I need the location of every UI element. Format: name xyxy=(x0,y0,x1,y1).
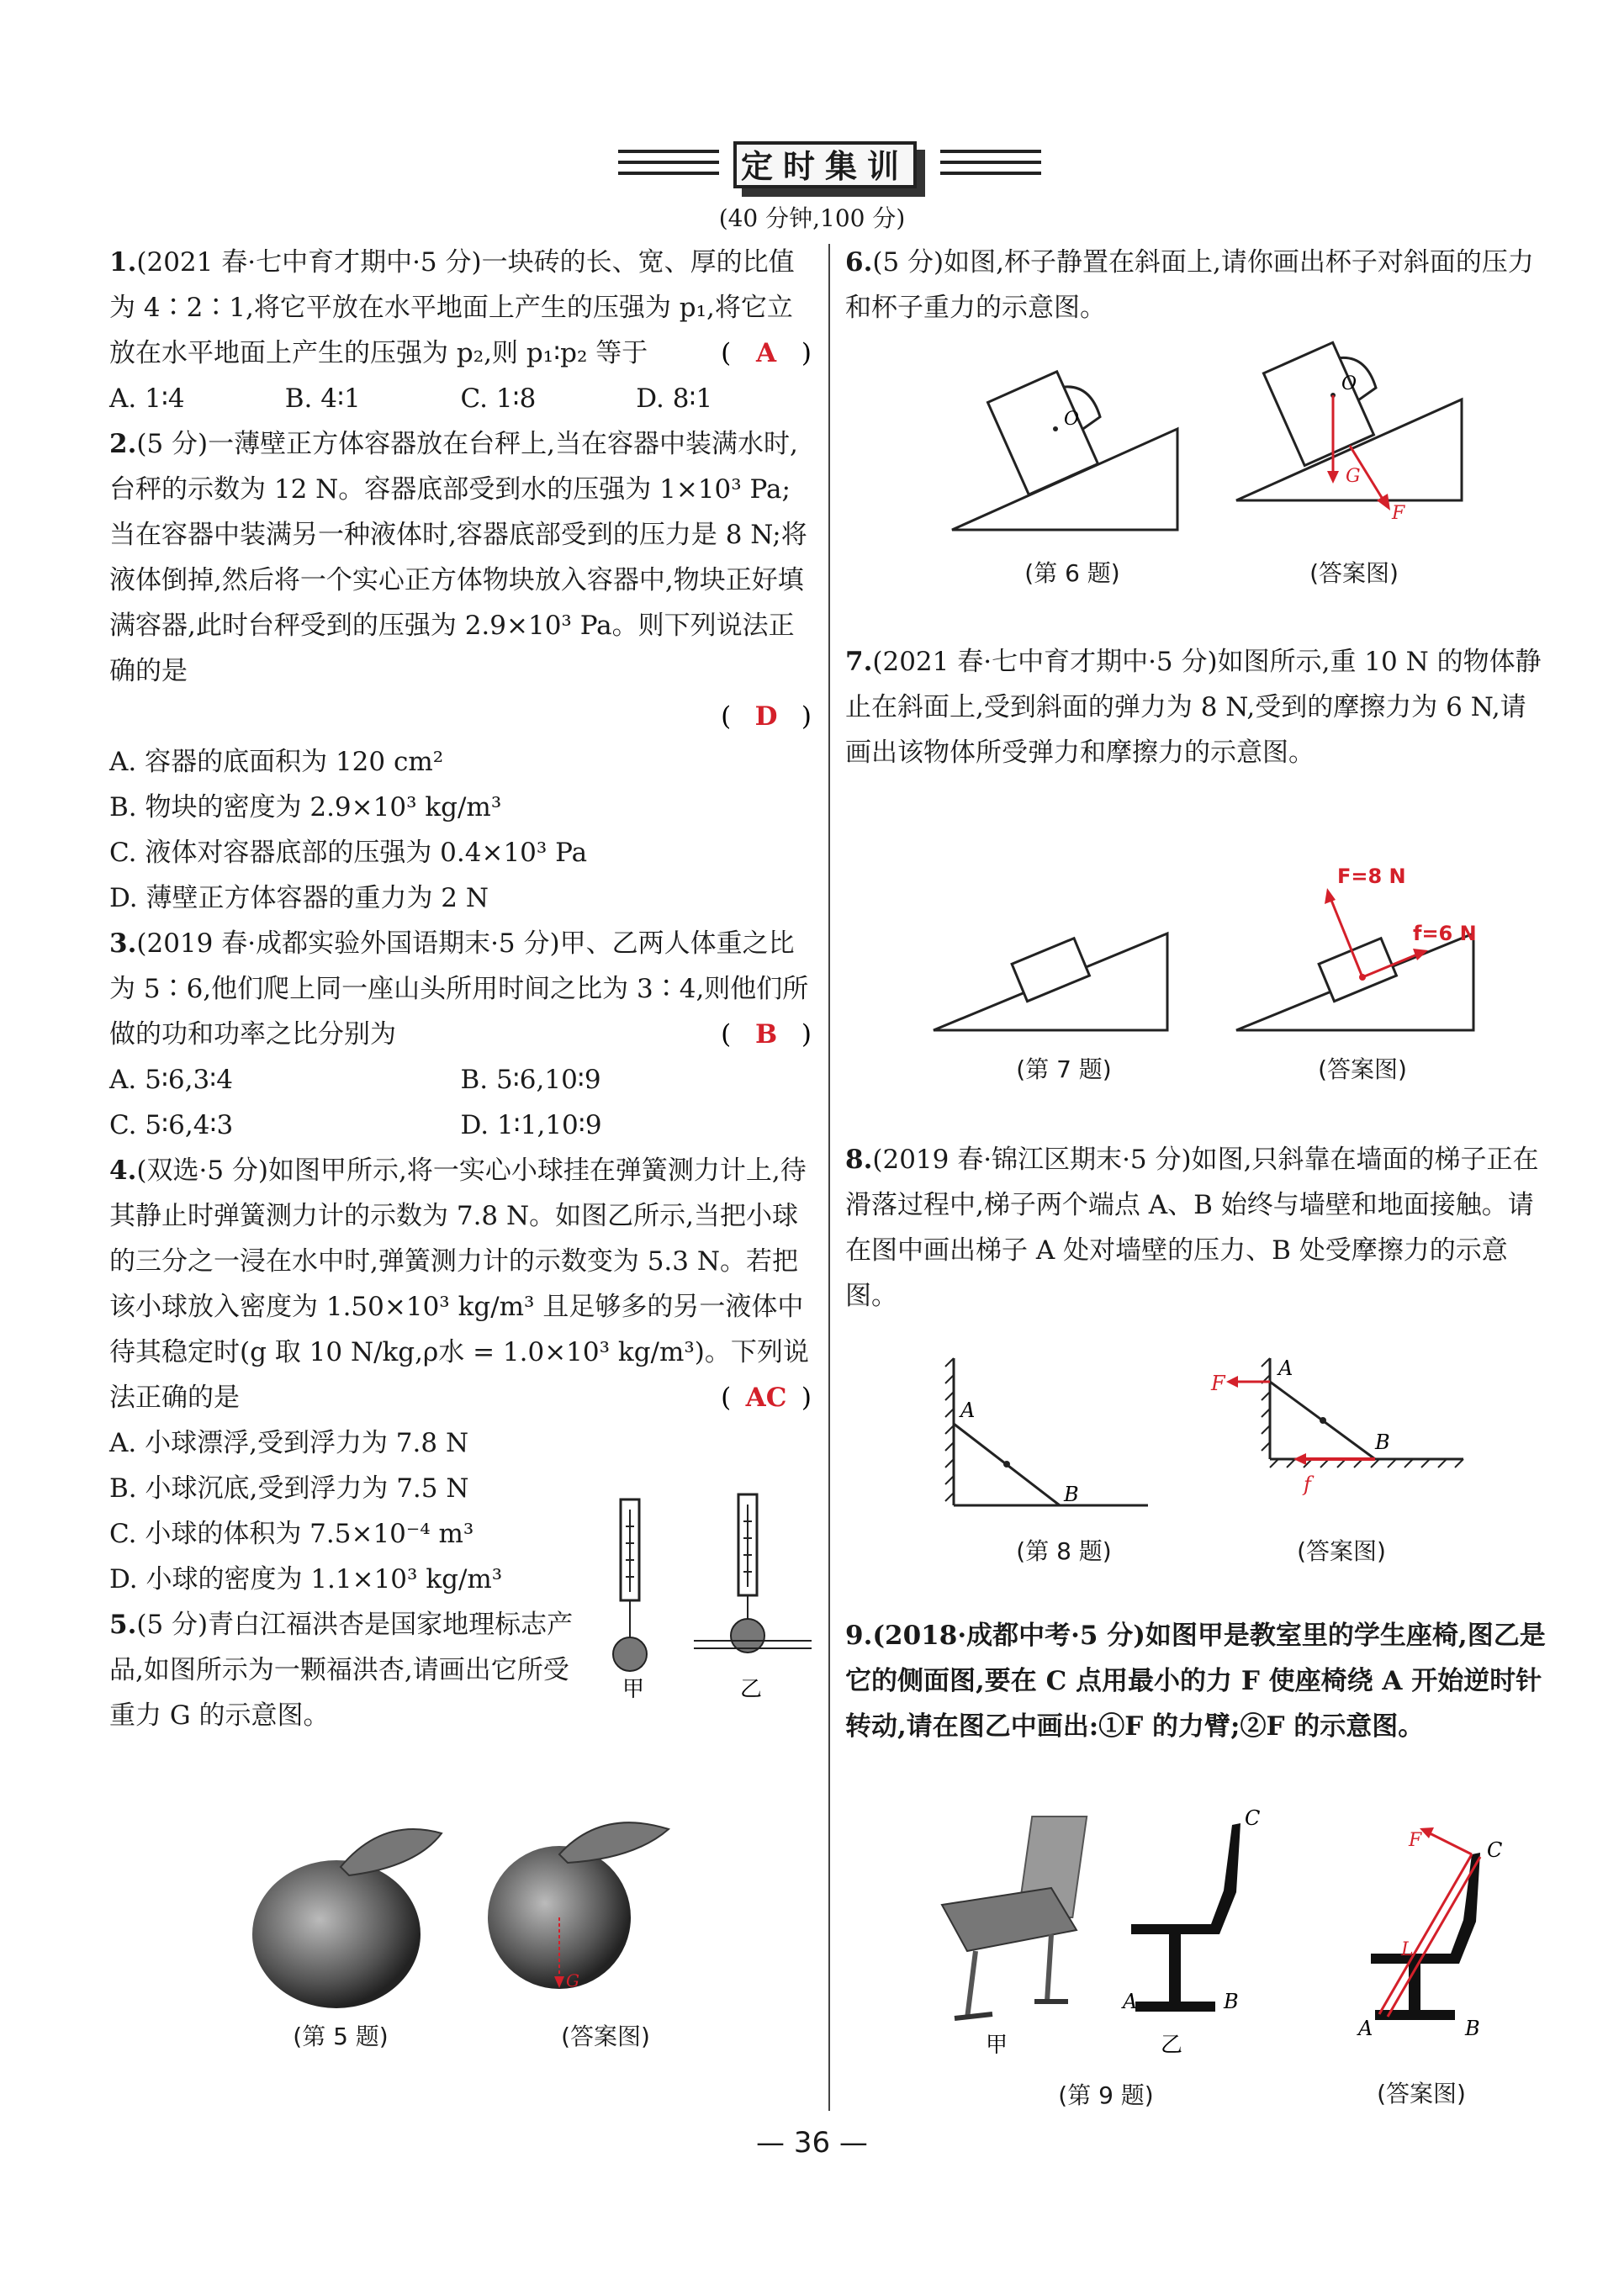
q8-number: 8. xyxy=(845,1145,873,1175)
q9-answer-label-c: C xyxy=(1487,1838,1503,1862)
q1-answer: ( A ) xyxy=(721,331,812,376)
q6-number: 6. xyxy=(845,247,873,278)
q2-answer: ( D ) xyxy=(721,694,812,739)
q4-option-b: B. 小球沉底,受到浮力为 7.5 N xyxy=(109,1473,469,1504)
q1-number: 1. xyxy=(109,247,137,278)
q3-options xyxy=(109,1057,812,1148)
q4-spring-scale-figure xyxy=(589,1493,816,1703)
q3-text: (2019 春·成都实验外国语期末·5 分)甲、乙两人体重之比为 5∶6,他们爬上同一座山头所用时间之比为 3∶4,则他们所做的功和功率之比分别为 xyxy=(109,928,809,1050)
q2-option-c: C. 液体对容器底部的压强为 0.4×10³ Pa xyxy=(109,838,588,868)
q3-option-b: B. 5∶6,10∶9 xyxy=(460,1065,601,1095)
question-8 xyxy=(845,1137,1547,1319)
q7-caption-question: (第 7 题) xyxy=(1016,1055,1112,1083)
q8-answer-label-a: A xyxy=(1278,1356,1293,1380)
q9-answer-label-b: B xyxy=(1465,2017,1480,2040)
column-divider xyxy=(828,244,830,2111)
q6-caption-answer: (答案图) xyxy=(1309,559,1399,587)
q7-caption-answer: (答案图) xyxy=(1318,1055,1407,1083)
header-lines-left xyxy=(618,150,719,180)
q3-number: 3. xyxy=(109,928,137,959)
q6-label-o: O xyxy=(1064,409,1080,430)
q1-option-b: B. 4∶1 xyxy=(284,383,361,414)
q5-label-g: G xyxy=(566,1970,579,1991)
q3-answer: ( B ) xyxy=(721,1012,812,1057)
q2-answer-value: D xyxy=(754,701,778,732)
q4-answer-value: AC xyxy=(745,1383,787,1413)
q6-caption-question: (第 6 题) xyxy=(1024,559,1120,587)
q9-label-b: B xyxy=(1224,1990,1239,2013)
q8-caption-question: (第 8 题) xyxy=(1016,1537,1112,1565)
page-number: — 36 — xyxy=(756,2126,868,2160)
q9-label-yi: 乙 xyxy=(1161,2033,1183,2058)
right-column-q7 xyxy=(845,639,1547,775)
q6-label-g: G xyxy=(1346,466,1361,487)
right-column-q9 xyxy=(845,1613,1547,1749)
q9-text: (2018·成都中考·5 分)如图甲是教室里的学生座椅,图乙是它的侧面图,要在 C 点用最小的力 F 使座椅绕 A 开始逆时针转动,请在图乙中画出:①F 的力臂;②F 的示意图。 xyxy=(845,1621,1546,1742)
q3-option-a: A. 5∶6,3∶4 xyxy=(109,1065,233,1095)
q6-question-figure xyxy=(952,362,1177,530)
question-1 xyxy=(109,240,812,421)
q9-answer-label-a: A xyxy=(1358,2017,1373,2040)
q1-options xyxy=(109,376,812,421)
q8-label-F: F xyxy=(1211,1372,1225,1395)
q9-chair-figures xyxy=(934,1800,1547,2069)
q4-label-yi: 乙 xyxy=(740,1677,763,1702)
chair-side-view xyxy=(1121,1806,1260,2058)
q8-answer-label-b: B xyxy=(1375,1431,1390,1454)
scale-jia xyxy=(613,1499,647,1671)
right-column xyxy=(845,240,1547,331)
q3-option-d: D. 1∶1,10∶9 xyxy=(460,1110,602,1140)
question-2 xyxy=(109,421,812,921)
q9-label-c: C xyxy=(1245,1806,1261,1830)
q8-answer-figure xyxy=(1210,1356,1463,1496)
chair-photo xyxy=(942,1817,1087,2058)
q8-label-b: B xyxy=(1064,1483,1079,1506)
q2-text: (5 分)一薄壁正方体容器放在台秤上,当在容器中装满水时,台秤的示数为 12 N。容器底部受到水的压强为 1×10³ Pa;当在容器中装满另一种液体时,容器底部受到的压力是 8 N;将液体倒掉,然后将一个实心正方体物块放入容器中,物块正好填满容器,此时台秤受到的压强为 2.9×10³ Pa。则下列说法正确的是 xyxy=(109,429,807,686)
q4-answer: ( AC ) xyxy=(721,1375,812,1420)
apricot-question xyxy=(252,1829,442,2008)
section-header xyxy=(0,141,1624,200)
q6-answer-label-o: O xyxy=(1341,373,1357,394)
q7-text: (2021 春·七中育才期中·5 分)如图所示,重 10 N 的物体静止在斜面上,受到斜面的弹力为 8 N,受到的摩擦力为 6 N,请画出该物体所受弹力和摩擦力的示意图。 xyxy=(845,647,1542,768)
q7-question-figure xyxy=(934,933,1167,1030)
apricot-answer xyxy=(488,1822,669,1991)
q3-answer-value: B xyxy=(754,1019,778,1050)
q4-text: (双选·5 分)如图甲所示,将一实心小球挂在弹簧测力计上,待其静止时弹簧测力计的示数为 7.8 N。如图乙所示,当把小球的三分之一浸在水中时,弹簧测力计的示数变为 5.3 N。若把该小球放入密度为 1.50×10³ kg/m³ 且足够多的另一液体中待其稳定时(g 取 10 N/kg,ρ水 = 1.0×10³ kg/m³)。下列说法正确的是 xyxy=(109,1156,809,1413)
q7-number: 7. xyxy=(845,647,873,677)
q8-question-figure xyxy=(945,1358,1148,1506)
question-6 xyxy=(845,240,1547,331)
q8-ladder-figures xyxy=(942,1350,1547,1518)
q7-answer-figure xyxy=(1236,865,1477,1030)
q5-text: (5 分)青白江福洪杏是国家地理标志产品,如图所示为一颗福洪杏,请画出它所受重力 G 的示意图。 xyxy=(109,1610,574,1731)
section-subtitle: (40 分钟,100 分) xyxy=(718,204,906,232)
q1-text: (2021 春·七中育才期中·5 分)一块砖的长、宽、厚的比值为 4∶2∶1,将它平放在水平地面上产生的压强为 p₁,将它立放在水平地面上产生的压强为 p₂,则 p₁∶p₂ 等于 xyxy=(109,247,795,368)
q8-label-f: f xyxy=(1304,1473,1311,1496)
q1-answer-value: A xyxy=(756,338,777,368)
q2-option-b: B. 物块的密度为 2.9×10³ kg/m³ xyxy=(109,792,502,822)
scale-yi xyxy=(694,1494,812,1653)
q9-label-a: A xyxy=(1123,1990,1138,2013)
q6-label-f: F xyxy=(1392,503,1405,524)
q9-caption-question: (第 9 题) xyxy=(1058,2081,1154,2109)
q7-label-f8: F=8 N xyxy=(1337,865,1406,888)
q9-label-L: L xyxy=(1401,1939,1414,1960)
q4-number: 4. xyxy=(109,1156,137,1186)
q7-label-f6: f=6 N xyxy=(1413,922,1477,945)
q8-text: (2019 春·锦江区期末·5 分)如图,只斜靠在墙面的梯子正在滑落过程中,梯子两个端点 A、B 始终与墙壁和地面接触。请在图中画出梯子 A 处对墙壁的压力、B 处受摩擦力的示意图。 xyxy=(845,1145,1539,1311)
q2-option-a: A. 容器的底面积为 120 cm² xyxy=(109,747,444,777)
q9-label-F: F xyxy=(1409,1830,1422,1851)
header-lines-right xyxy=(940,150,1041,180)
q1-option-c: C. 1∶8 xyxy=(460,383,537,414)
q9-label-jia: 甲 xyxy=(986,2033,1008,2058)
q4-option-c: C. 小球的体积为 7.5×10⁻⁴ m³ xyxy=(109,1519,474,1549)
q5-caption-answer: (答案图) xyxy=(561,2023,650,2050)
q4-label-jia: 甲 xyxy=(622,1677,645,1702)
q6-text: (5 分)如图,杯子静置在斜面上,请你画出杯子对斜面的压力和杯子重力的示意图。 xyxy=(845,247,1534,323)
question-3 xyxy=(109,921,812,1148)
q4-option-a: A. 小球漂浮,受到浮力为 7.8 N xyxy=(109,1428,469,1458)
chair-answer xyxy=(1357,1827,1502,2040)
q4-option-d: D. 小球的密度为 1.1×10³ kg/m³ xyxy=(109,1564,503,1594)
question-5 xyxy=(109,1602,580,1738)
right-column-q8 xyxy=(845,1137,1547,1319)
q7-incline-figures xyxy=(925,858,1531,1047)
q1-option-d: D. 8∶1 xyxy=(636,383,713,414)
q6-answer-figure xyxy=(1236,334,1462,524)
q5-number: 5. xyxy=(109,1610,137,1640)
q9-caption-answer: (答案图) xyxy=(1377,2080,1466,2107)
q8-caption-answer: (答案图) xyxy=(1297,1537,1386,1565)
section-title: 定时集训 xyxy=(733,141,917,188)
q8-label-a: A xyxy=(960,1399,976,1422)
q5-caption-question: (第 5 题) xyxy=(293,2023,389,2050)
question-9 xyxy=(845,1613,1547,1749)
q2-number: 2. xyxy=(109,429,137,459)
q2-option-d: D. 薄壁正方体容器的重力为 2 N xyxy=(109,883,489,913)
q9-number: 9. xyxy=(845,1621,873,1651)
q3-option-c: C. 5∶6,4∶3 xyxy=(109,1110,234,1140)
question-7 xyxy=(845,639,1547,775)
q1-option-a: A. 1∶4 xyxy=(109,383,185,414)
q5-apricot-figures xyxy=(248,1808,685,2010)
q6-cup-figures xyxy=(942,332,1531,542)
